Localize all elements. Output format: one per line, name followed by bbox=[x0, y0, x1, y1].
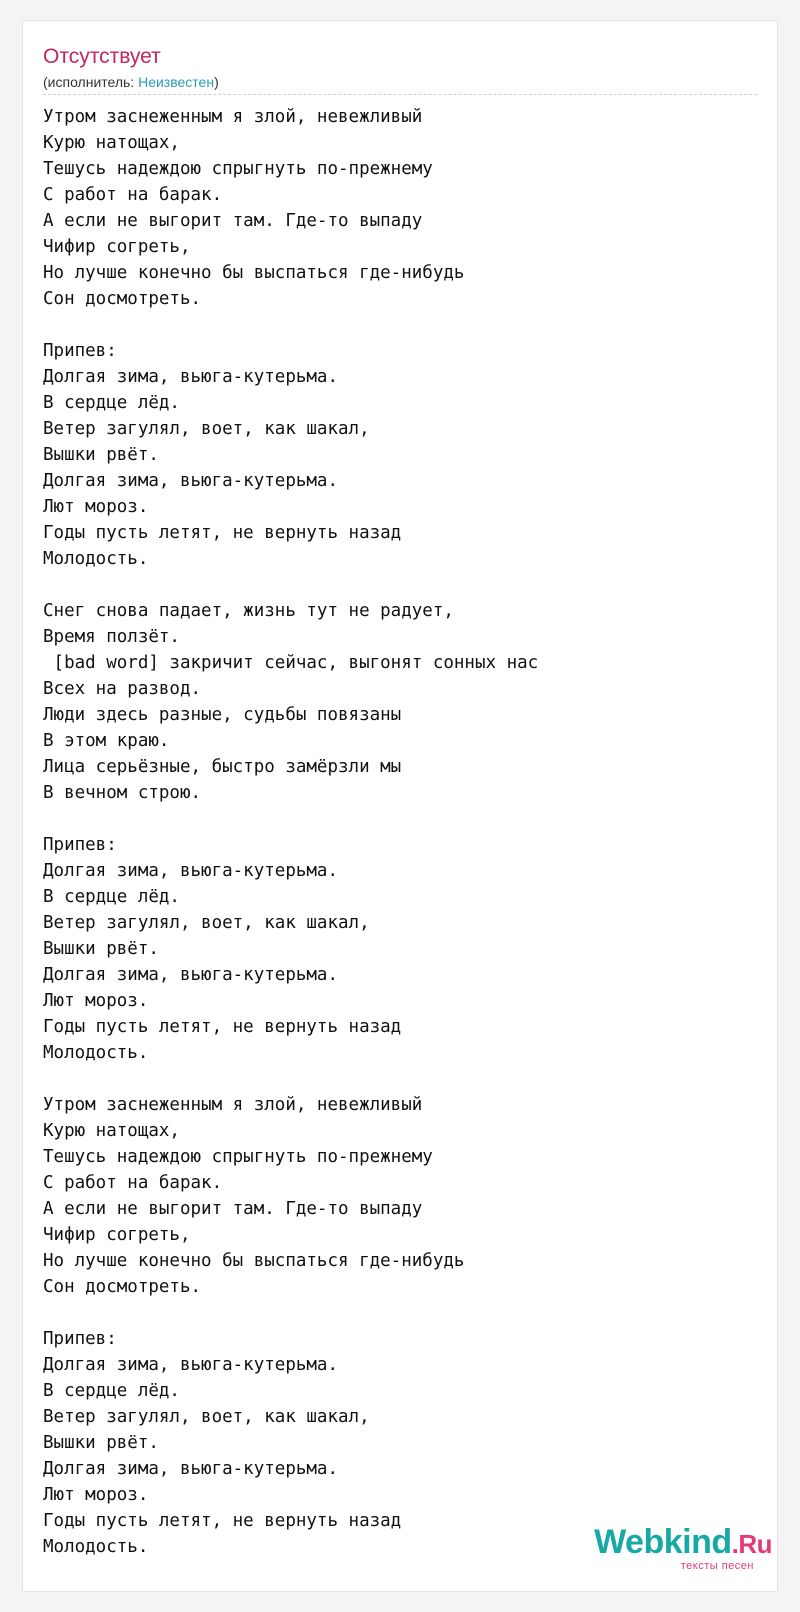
artist-suffix: ) bbox=[214, 74, 219, 90]
artist-link[interactable]: Неизвестен bbox=[138, 74, 215, 90]
logo-suffix-text: .Ru bbox=[731, 1529, 772, 1559]
logo-main-text: Webkind bbox=[594, 1523, 732, 1561]
logo-tagline: тексты песен bbox=[680, 1560, 754, 1572]
artist-prefix: (исполнитель: bbox=[43, 74, 139, 90]
site-logo[interactable] bbox=[594, 1524, 772, 1562]
lyrics-text: Утром заснеженным я злой, невежливый Курю натощах, Тешусь надеждою спрыгнуть по-прежнему С работ на барак. А если не выгорит там. Где-то выпаду Чифир согреть, Но лучше конечно бы выспаться где-нибудь Сон досмотреть. Припев: Долгая зима, вьюга-кутерьма. В сердце лёд. Ветер загулял, воет, как шакал, Вышки рвёт. Долгая зима, вьюга-кутерьма. Лют мороз. Годы пусть летят, не вернуть назад Молодость. Снег снова падает, жизнь тут не радует, Время ползёт. [bad word] закричит сейчас, выгонят сонных нас Всех на развод. Люди здесь разные, судьбы повязаны В этом краю. Лица серьёзные, быстро замёрзли мы В вечном строю. Припев: Долгая зима, вьюга-кутерьма. В сердце лёд. Ветер загулял, воет, как шакал, Вышки рвёт. Долгая зима, вьюга-кутерьма. Лют мороз. Годы пусть летят, не вернуть назад Молодость. Утром заснеженным я злой, невежливый Курю натощах, Тешусь надеждою спрыгнуть по-прежнему С работ на барак. А если не выгорит там. Где-то выпаду Чифир согреть, Но лучше конечно бы выспаться где-нибудь Сон досмотреть. Припев: Долгая зима, вьюга-кутерьма. В сердце лёд. Ветер загулял, воет, как шакал, Вышки рвёт. Долгая зима, вьюга-кутерьма. Лют мороз. Годы пусть летят, не вернуть назад Молодость. bbox=[43, 107, 539, 1557]
lyrics-card bbox=[22, 20, 778, 1592]
song-title: Отсутствует bbox=[43, 45, 161, 68]
header-divider bbox=[43, 94, 757, 95]
artist-line bbox=[43, 73, 219, 91]
